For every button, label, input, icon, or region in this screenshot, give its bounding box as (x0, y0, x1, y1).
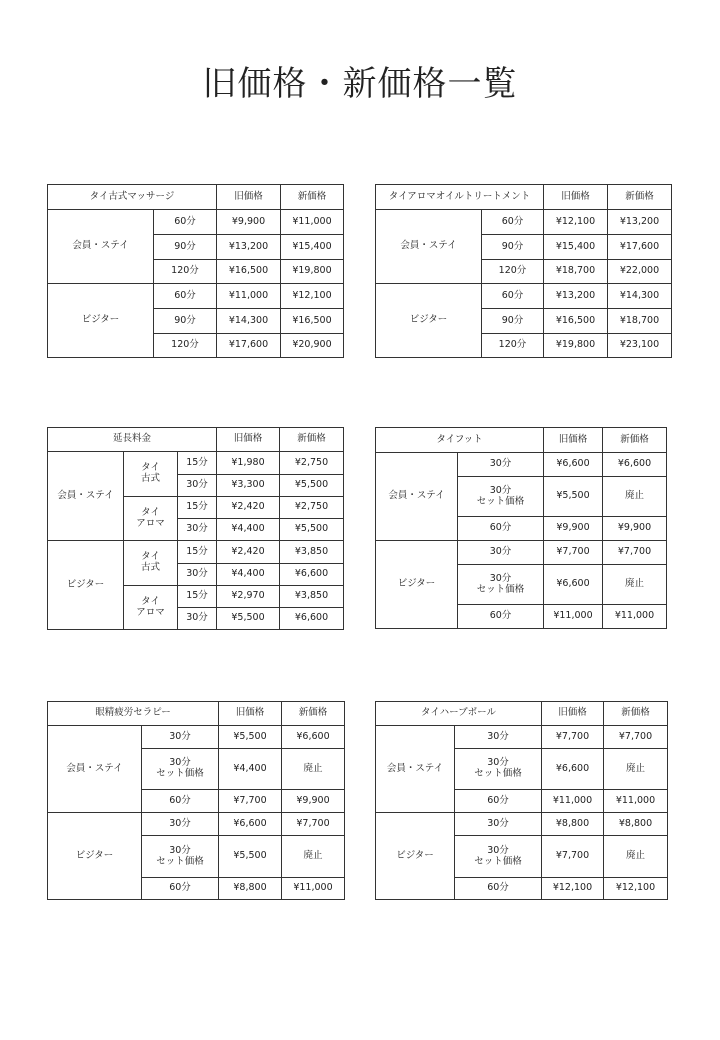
old-price-cell: ¥7,700 (542, 726, 604, 749)
new-price-cell: ¥20,900 (281, 334, 344, 358)
old-price-cell: ¥4,400 (217, 519, 280, 541)
old-price-cell: ¥15,400 (544, 235, 608, 260)
old-price-cell: ¥18,700 (544, 260, 608, 284)
duration-cell: 60分 (455, 878, 542, 900)
old-price-header: 旧価格 (544, 428, 603, 453)
old-price-cell: ¥6,600 (544, 453, 603, 477)
duration-cell: 30分 (458, 453, 544, 477)
price-table-eye-therapy (47, 701, 345, 900)
customer-type-cell: 会員・ステイ (48, 726, 142, 813)
new-price-cell: ¥11,000 (281, 210, 344, 235)
new-price-cell: ¥17,600 (608, 235, 672, 260)
duration-cell: 60分 (455, 790, 542, 813)
customer-type-cell: 会員・ステイ (48, 210, 154, 284)
course-type-cell: タイ アロマ (124, 497, 178, 541)
customer-type-cell: 会員・ステイ (376, 453, 458, 541)
new-price-cell: ¥6,600 (280, 608, 344, 630)
old-price-cell: ¥4,400 (217, 564, 280, 586)
new-price-header: 新価格 (608, 185, 672, 210)
old-price-cell: ¥11,000 (542, 790, 604, 813)
customer-type-cell: 会員・ステイ (376, 726, 455, 813)
duration-cell: 120分 (154, 334, 217, 358)
new-price-header: 新価格 (604, 702, 668, 726)
duration-cell: 120分 (482, 260, 544, 284)
duration-cell: 30分 セット価格 (458, 565, 544, 605)
old-price-cell: ¥2,420 (217, 541, 280, 564)
duration-cell: 90分 (482, 309, 544, 334)
old-price-header: 旧価格 (219, 702, 282, 726)
course-type-cell: タイ 古式 (124, 541, 178, 586)
new-price-cell: ¥11,000 (604, 790, 668, 813)
table-row (376, 284, 672, 309)
old-price-cell: ¥5,500 (219, 726, 282, 749)
course-type-cell: タイ 古式 (124, 452, 178, 497)
new-price-cell: ¥6,600 (282, 726, 345, 749)
old-price-cell: ¥5,500 (217, 608, 280, 630)
new-price-header: 新価格 (603, 428, 667, 453)
duration-cell: 30分 (178, 608, 217, 630)
header-row (48, 185, 344, 210)
price-table-thai-massage (47, 184, 344, 358)
duration-cell: 15分 (178, 586, 217, 608)
new-price-cell: 廃止 (604, 836, 668, 878)
customer-type-cell: ビジター (376, 813, 455, 900)
new-price-cell: ¥19,800 (281, 260, 344, 284)
new-price-cell: 廃止 (282, 836, 345, 878)
customer-type-cell: 会員・ステイ (376, 210, 482, 284)
header-row (48, 702, 345, 726)
duration-cell: 30分 (178, 475, 217, 497)
table-row (48, 726, 345, 749)
old-price-cell: ¥6,600 (219, 813, 282, 836)
customer-type-cell: ビジター (48, 284, 154, 358)
duration-cell: 60分 (154, 210, 217, 235)
customer-type-cell: 会員・ステイ (48, 452, 124, 541)
duration-cell: 15分 (178, 541, 217, 564)
old-price-cell: ¥12,100 (542, 878, 604, 900)
old-price-cell: ¥19,800 (544, 334, 608, 358)
new-price-header: 新価格 (281, 185, 344, 210)
old-price-cell: ¥16,500 (217, 260, 281, 284)
table-row (376, 813, 668, 836)
new-price-cell: ¥7,700 (604, 726, 668, 749)
duration-cell: 60分 (142, 790, 219, 813)
old-price-cell: ¥16,500 (544, 309, 608, 334)
new-price-cell: ¥13,200 (608, 210, 672, 235)
header-row (376, 702, 668, 726)
duration-cell: 60分 (458, 605, 544, 629)
old-price-cell: ¥7,700 (542, 836, 604, 878)
duration-cell: 120分 (154, 260, 217, 284)
old-price-cell: ¥7,700 (219, 790, 282, 813)
old-price-header: 旧価格 (544, 185, 608, 210)
table-row (48, 541, 344, 564)
table-row (48, 210, 344, 235)
table-name: 眼精疲労セラピー (48, 702, 219, 726)
old-price-header: 旧価格 (217, 428, 280, 452)
price-table-extension (47, 427, 344, 630)
customer-type-cell: ビジター (376, 541, 458, 629)
table-row (376, 726, 668, 749)
duration-cell: 30分 (142, 813, 219, 836)
old-price-cell: ¥14,300 (217, 309, 281, 334)
table-row (48, 452, 344, 475)
duration-cell: 30分 セット価格 (142, 836, 219, 878)
duration-cell: 30分 セット価格 (455, 836, 542, 878)
duration-cell: 30分 (178, 519, 217, 541)
old-price-cell: ¥2,970 (217, 586, 280, 608)
old-price-cell: ¥12,100 (544, 210, 608, 235)
header-row (376, 185, 672, 210)
new-price-cell: ¥11,000 (282, 878, 345, 900)
new-price-cell: 廃止 (603, 565, 667, 605)
old-price-cell: ¥6,600 (542, 749, 604, 790)
new-price-cell: ¥6,600 (603, 453, 667, 477)
new-price-cell: ¥6,600 (280, 564, 344, 586)
old-price-cell: ¥8,800 (219, 878, 282, 900)
duration-cell: 30分 (455, 726, 542, 749)
table-row (376, 541, 667, 565)
old-price-cell: ¥5,500 (544, 477, 603, 517)
old-price-cell: ¥13,200 (217, 235, 281, 260)
old-price-cell: ¥6,600 (544, 565, 603, 605)
old-price-header: 旧価格 (217, 185, 281, 210)
table-row (376, 453, 667, 477)
new-price-cell: ¥5,500 (280, 475, 344, 497)
new-price-cell: ¥9,900 (603, 517, 667, 541)
new-price-cell: 廃止 (603, 477, 667, 517)
new-price-cell: ¥7,700 (282, 813, 345, 836)
duration-cell: 30分 (458, 541, 544, 565)
duration-cell: 90分 (154, 235, 217, 260)
duration-cell: 30分 (455, 813, 542, 836)
old-price-cell: ¥1,980 (217, 452, 280, 475)
new-price-cell: ¥16,500 (281, 309, 344, 334)
old-price-cell: ¥4,400 (219, 749, 282, 790)
old-price-cell: ¥7,700 (544, 541, 603, 565)
old-price-cell: ¥5,500 (219, 836, 282, 878)
header-row (376, 428, 667, 453)
new-price-cell: ¥15,400 (281, 235, 344, 260)
new-price-cell: ¥8,800 (604, 813, 668, 836)
duration-cell: 60分 (458, 517, 544, 541)
old-price-cell: ¥9,900 (217, 210, 281, 235)
new-price-cell: ¥18,700 (608, 309, 672, 334)
table-row (48, 813, 345, 836)
duration-cell: 60分 (482, 284, 544, 309)
duration-cell: 60分 (482, 210, 544, 235)
duration-cell: 30分 セット価格 (458, 477, 544, 517)
old-price-cell: ¥9,900 (544, 517, 603, 541)
new-price-cell: ¥5,500 (280, 519, 344, 541)
new-price-cell: 廃止 (282, 749, 345, 790)
duration-cell: 30分 (178, 564, 217, 586)
customer-type-cell: ビジター (48, 813, 142, 900)
price-table-herbal-ball (375, 701, 668, 900)
new-price-cell: ¥12,100 (604, 878, 668, 900)
new-price-cell: 廃止 (604, 749, 668, 790)
new-price-cell: ¥14,300 (608, 284, 672, 309)
duration-cell: 15分 (178, 497, 217, 519)
table-name: タイアロマオイルトリートメント (376, 185, 544, 210)
duration-cell: 60分 (154, 284, 217, 309)
old-price-cell: ¥17,600 (217, 334, 281, 358)
page-title: 旧価格・新価格一覧 (202, 64, 518, 104)
duration-cell: 90分 (154, 309, 217, 334)
new-price-header: 新価格 (282, 702, 345, 726)
table-name: タイハーブボール (376, 702, 542, 726)
table-name: タイ古式マッサージ (48, 185, 217, 210)
new-price-cell: ¥2,750 (280, 497, 344, 519)
duration-cell: 30分 セット価格 (142, 749, 219, 790)
new-price-cell: ¥22,000 (608, 260, 672, 284)
duration-cell: 30分 (142, 726, 219, 749)
duration-cell: 120分 (482, 334, 544, 358)
new-price-cell: ¥3,850 (280, 541, 344, 564)
table-row (376, 210, 672, 235)
duration-cell: 90分 (482, 235, 544, 260)
new-price-header: 新価格 (280, 428, 344, 452)
price-table-aroma-oil (375, 184, 672, 358)
old-price-cell: ¥2,420 (217, 497, 280, 519)
new-price-cell: ¥7,700 (603, 541, 667, 565)
price-table-thai-foot (375, 427, 667, 629)
old-price-cell: ¥8,800 (542, 813, 604, 836)
new-price-cell: ¥12,100 (281, 284, 344, 309)
old-price-cell: ¥13,200 (544, 284, 608, 309)
old-price-header: 旧価格 (542, 702, 604, 726)
new-price-cell: ¥9,900 (282, 790, 345, 813)
course-type-cell: タイ アロマ (124, 586, 178, 630)
old-price-cell: ¥3,300 (217, 475, 280, 497)
table-row (48, 284, 344, 309)
new-price-cell: ¥2,750 (280, 452, 344, 475)
header-row (48, 428, 344, 452)
new-price-cell: ¥11,000 (603, 605, 667, 629)
duration-cell: 15分 (178, 452, 217, 475)
old-price-cell: ¥11,000 (544, 605, 603, 629)
customer-type-cell: ビジター (376, 284, 482, 358)
new-price-cell: ¥23,100 (608, 334, 672, 358)
duration-cell: 60分 (142, 878, 219, 900)
table-name: タイフット (376, 428, 544, 453)
new-price-cell: ¥3,850 (280, 586, 344, 608)
old-price-cell: ¥11,000 (217, 284, 281, 309)
customer-type-cell: ビジター (48, 541, 124, 630)
duration-cell: 30分 セット価格 (455, 749, 542, 790)
table-name: 延長料金 (48, 428, 217, 452)
